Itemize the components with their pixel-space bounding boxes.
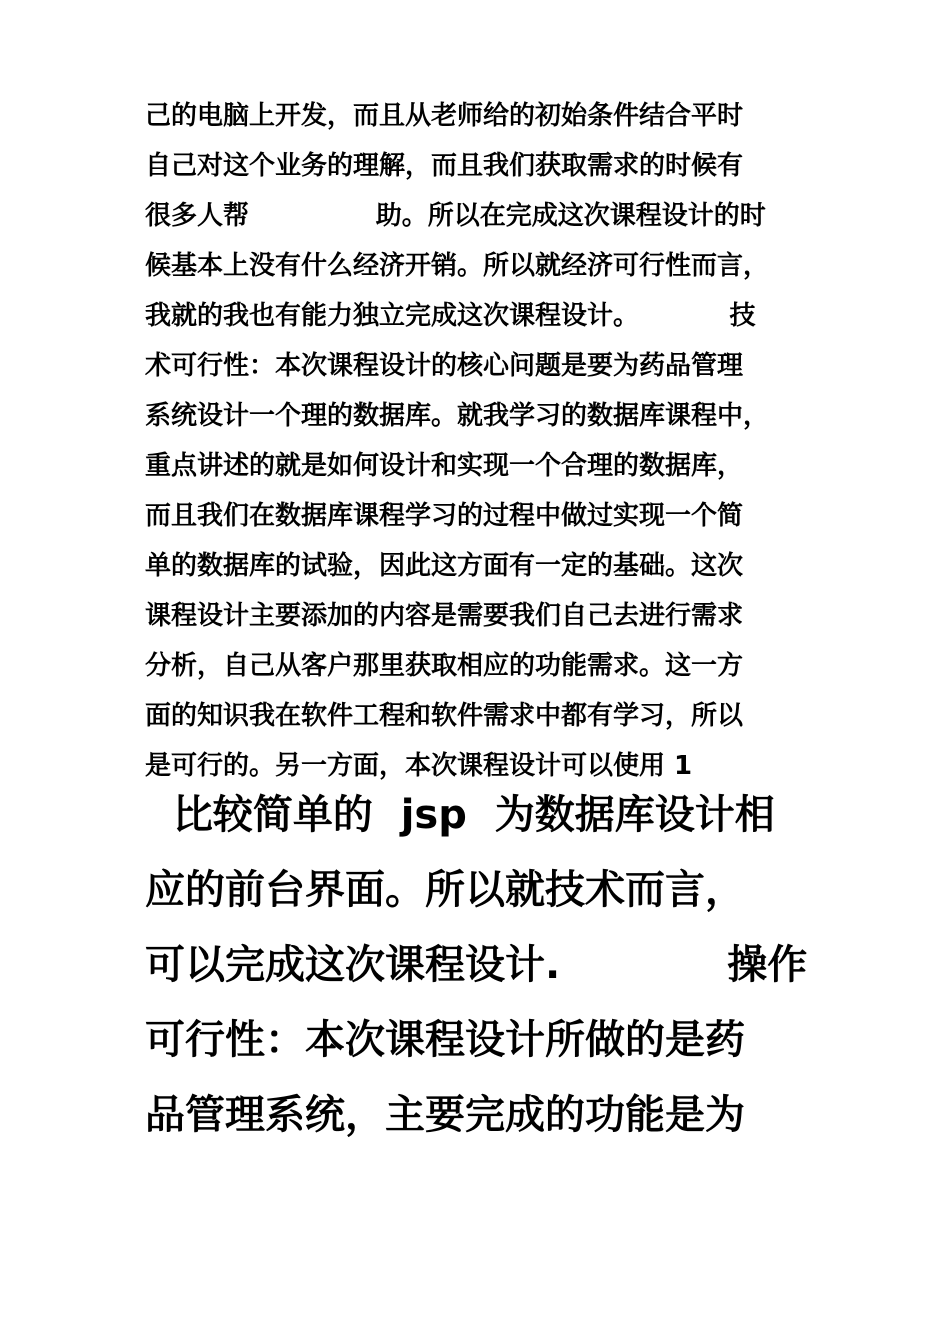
large-text-line: 可以完成这次课程设计. 操作	[145, 942, 808, 988]
large-text-line: 应的前台界面。所以就技术而言，	[145, 867, 745, 913]
body-text-line: 而且我们在数据库课程学习的过程中做过实现一个简	[145, 501, 744, 531]
body-text-line: 很多人帮 助。所以在完成这次课程设计的时	[145, 201, 766, 231]
body-text-line: 重点讲述的就是如何设计和实现一个合理的数据库，	[145, 451, 744, 481]
body-text-line: 单的数据库的试验，因此这方面有一定的基础。这次	[145, 551, 744, 581]
body-text-line: 面的知识我在软件工程和软件需求中都有学习，所以	[145, 701, 744, 731]
body-text-line: 自己对这个业务的理解，而且我们获取需求的时候有	[145, 151, 744, 181]
body-text-line: 术可行性：本次课程设计的核心问题是要为药品管理	[145, 351, 744, 381]
large-text-line: 比较简单的 jsp 为数据库设计相	[145, 792, 775, 838]
large-text-line: 可行性：本次课程设计所做的是药	[145, 1017, 745, 1063]
body-text-line: 系统设计一个理的数据库。就我学习的数据库课程中，	[145, 401, 770, 431]
body-text-line: 我就的我也有能力独立完成这次课程设计。 技	[145, 301, 756, 331]
body-text-line: 课程设计主要添加的内容是需要我们自己去进行需求	[145, 601, 744, 631]
body-text-line: 候基本上没有什么经济开销。所以就经济可行性而言，	[145, 251, 770, 281]
body-text-line: 分析，自己从客户那里获取相应的功能需求。这一方	[145, 651, 744, 681]
body-text-line: 己的电脑上开发，而且从老师给的初始条件结合平时	[145, 101, 744, 131]
large-text-line: 品管理系统，主要完成的功能是为	[145, 1092, 745, 1138]
body-text-line: 是可行的。另一方面，本次课程设计可以使用 1	[145, 751, 693, 781]
